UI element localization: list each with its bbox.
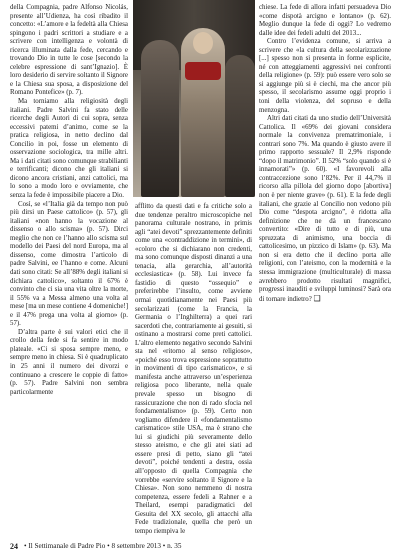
- end-mark-icon: ❑: [313, 293, 321, 303]
- paragraph: Ma torniamo alla religiosità degli italiani. Padre Salvini fa stato delle ricerche degli Autori di cui sopra, senza eccessivi patemi d’animo, come se la pratica religiosa, in netto declino dal Concilio in poi, fosse un elemento di osservazione sociologica, tra mille altri. Ma i dati citati sono comunque strabilianti e terrificanti; dicono che gli italiani si dicono ancora cristiani, anzi cattolici, ma lo sono a modo loro e ovviamente, che senza la fede è impossibile piacere a Dio.: [10, 98, 128, 200]
- photo-figure-head: [193, 32, 213, 54]
- paragraph-text: Altri dati citati da uno studio dell’Università Cattolica. Il «69% dei giovani considera normale la convivenza prematrimoniale, i contrari sono 7%. Ma quando è giusto avere il primo rapporto sessuale? Il 2,9% risponde “dopo il matrimonio”. Il 52% “solo quando si è innamorati”» (p. 60). «I favorevoli alla contraccezione sono l’82%. Per il 44,7% il ricorso alla pillola del giorno dopo [abortiva] non è per niente grave» (p. 61). E la fede degli italiani, che grazie al Concilio non vedono più Dio come “despota arcigno”, è ridotta alla definizione che ne dà un francescano convertito: «Dire di tutto e di più, una spruzzata di animismo, una boccia di cattolicesimo, un pizzico di Islam» (p. 63). Ma non si era detto che il declino porta alle religioni, con l’ateismo, con la modernità e la stessa immigrazione (multiculturale) di massa avrebbero prodotto risultati magnifici, progressi inauditi e sviluppi luminosi? Sarà ora di tornare indietro?: [259, 115, 391, 303]
- text-column-2: [135, 203, 252, 535]
- paragraph: D’altra parte è sui valori etici che il crollo della fede si fa sentire in modo plateale. «Ci si sposa sempre meno, e sempre meno in chiesa. Si è quadruplicato in 25 anni il numero dei divorzi e continuano a crescere le coppie di fatto» (p. 57). Padre Salvini non sembra particolarmente: [10, 328, 128, 396]
- paragraph: della Compagnia, padre Alfonso Nicolás, presente all’Udienza, ha così ribadito il concetto: «L’amore e la fedeltà alla Chiesa spingono i padri scrittori a studiare e a scrivere con intelligenza e volontà di ricerca illuminata dalla fede, cercando e trovando Dio in tutte le cose [secondo la celebre espressione di sant’Ignazio]. È loro desiderio di servire soltanto il Signore e la Chiesa sua sposa, a disposizione del Romano Pontefice» (p. 7).: [10, 4, 128, 97]
- page-number: 24: [10, 541, 18, 551]
- paragraph: chiese. La fede di allora infatti persuadeva Dio «come dispotà arcigno e lontano» (p. 62). Meglio dunque la fede di oggi? Lo vedremo dalle idee dei fedeli adulti del 2013...: [259, 4, 391, 37]
- paragraph: Contro l’evidenza comune, si arriva a scrivere che «la cultura della secolarizzazione [...] spesso non si presenta in forme esplicite, né con atteggiamenti aggressivi nei confronti della religione» (p. 59): può essere vero solo se si aggiunge più si è ciechi, ma che ancor più spesso, il secolarismo assume oggi proprio i toni della violenza, del sopruso e della menzogna.: [259, 38, 391, 114]
- text-column-1: [10, 4, 128, 530]
- photo-figure-left: [141, 40, 179, 197]
- text-column-3: [259, 4, 391, 530]
- photo-figure-right: [225, 55, 255, 197]
- paragraph: [259, 115, 391, 304]
- paragraph: afflitto da questi dati e fa critiche solo a due tendenze peraltro microscopiche nel panorama culturale nostrano, in primis agli “atei devoti” sprezzantemente definiti come una «contraddizione in termini», di «coloro che si dichiarano non credenti, ma sono comunque disposti dinanzi a una tenacia, alla gerarchia, all’autorità ecclesiastica» (p. 58). Lui invece fa fastidio di questo “ossequio” e preferirebbe l’insulto, come avviene ormai quotidianamente nei Paesi più secolarizzati (come la Francia, la Germania o l’Inghilterra) a quei rari sacerdoti che, contrariamente ai gesuiti, si ostinano a mostrarsi come preti cattolici. L’altro elemento negativo secondo Salvini sta nel «ritorno al senso religioso», «poiché esso trova espressione soprattutto in movimenti di tipo carismatico», e si manifesta anche attraverso un’esperienza religiosa poco liberante, nella quale prevale spesso un bisogno di rassicurazione che non di rado sfocia nel fondamentalismo» (p. 59). Certo non vogliamo difendere il «fondamentalismo carismatico» stile USA, ma è strano che lui si giudichi più severamente dello stesso ateismo, e che gli atei siati ad essere presi di petto, siano gli “atei devoti”, poiché tendenti a destra, ossia all’opposto di quella Compagnia che vorrebbe «servire soltanto il Signore e la Chiesa». Non sono nemmeno di nostra competenza, essere fedeli a Rahner e a Theilard, esempi paradigmatici del Gesuita del XX secolo, gli attacchi alla Fede tradizionale, quella che però un tempo riempiva le: [135, 203, 252, 535]
- page-footer: [10, 540, 391, 552]
- article-photo: [133, 0, 255, 197]
- paragraph: Così, se «l’Italia già da tempo non può più dirsi un Paese cattolico» (p. 57), gli italiani «non hanno la vocazione al dissenso o allo scisma» (p. 57). Dirci meglio che non ce l’hanno allo scisma sul modello dei Paesi del nord Europa, ma al dissenso, come dimostra l’articolo di padre Salvini, ee l’hanno e come. Alcuni dati sono citati: Se all’88% degli italiani si dichiara cattolico», soltanto il 67% è convinto che ci sia una vita oltre la morte, il 55% va a Messa almeno una volta al mese [ma un mese contiene 4 domeniche!] e il 47% prega una volta al giorno» (p. 57).: [10, 200, 128, 328]
- photo-scarf: [185, 62, 221, 80]
- footer-text: • Il Settimanale di Padre Pio • 8 settembre 2013 • n. 35: [24, 542, 182, 550]
